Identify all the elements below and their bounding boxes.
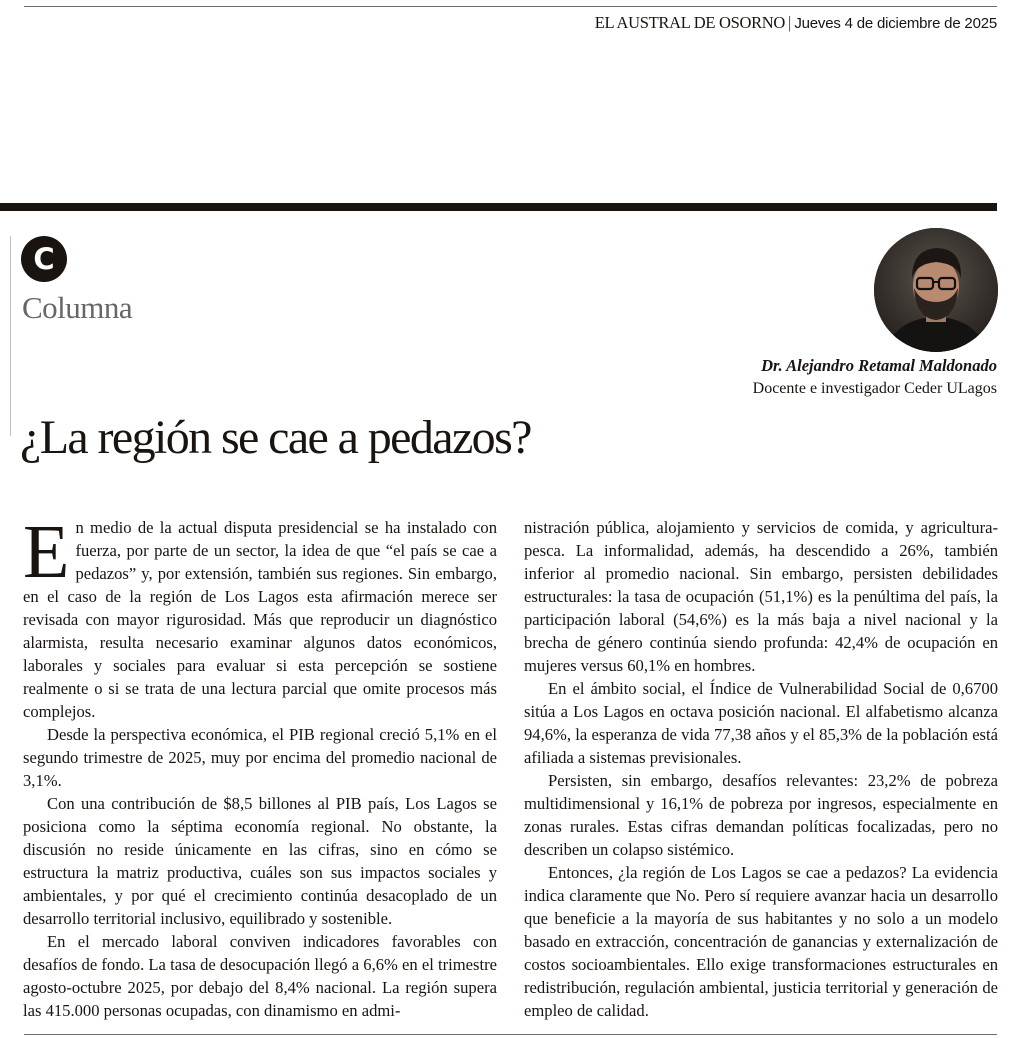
author-name: Dr. Alejandro Retamal Maldonado xyxy=(761,356,997,375)
author-photo xyxy=(874,228,998,352)
author-portrait-icon xyxy=(874,228,998,352)
paragraph-7: Entonces, ¿la región de Los Lagos se cae a pedazos? La evidencia indica claramente que No. Pero sí requiere avanzar hacia un desarrollo que beneficie a la mayoría de sus habitantes y no solo a un modelo basado en extracción, concentración de ganancias y externalización de costos socioambientales. Ello exige transformaciones estructurales en redistribución, regulación ambiental, justicia territorial y generación de empleo de calidad. xyxy=(524,863,998,1020)
drop-cap: E xyxy=(23,510,70,594)
article-body xyxy=(23,510,998,1022)
newspaper-name: EL AUSTRAL DE OSORNO xyxy=(594,13,786,32)
paragraph-2: Desde la perspectiva económica, el PIB regional creció 5,1% en el segundo trimestre de 2025, muy por encima del promedio nacional de 3,1%. xyxy=(23,725,497,790)
section-divider xyxy=(0,203,997,211)
paragraph-4: En el mercado laboral conviven indicadores favorables con desafíos de fondo. La tasa de desocupación llegó a 6,6% en el trimestre agosto-octubre 2025, por debajo del 8,4% nacional. La región supera las 415.000 personas ocupadas, con dinamismo en admi- xyxy=(23,932,497,1020)
right-column xyxy=(524,516,998,1022)
masthead-separator: | xyxy=(788,13,792,32)
column-section-icon: C xyxy=(21,236,67,282)
paragraph-3: Con una contribución de $8,5 billones al PIB país, Los Lagos se posiciona como la séptima economía regional. No obstante, la discusión no reside únicamente en las cifras, sino en cómo se estructura la matriz productiva, cuáles son sus impactos sociales y ambientales, y por qué el crecimiento continúa desacoplado de un desarrollo territorial inclusivo, equilibrado y sostenible. xyxy=(23,794,497,928)
publication-date: Jueves 4 de diciembre de 2025 xyxy=(794,15,997,32)
left-vertical-rule xyxy=(10,236,11,436)
article-headline: ¿La región se cae a pedazos? xyxy=(20,411,531,464)
paragraph-1-text: n medio de la actual disputa presidencial se ha instalado con fuerza, por parte de un sector, la idea de que “el país se cae a pedazos” y, por extensión, también sus regiones. Sin embargo, en el caso de la región de Los Lagos esta afirmación merece ser revisada con mayor rigurosidad. Más que reproducir un diagnóstico alarmista, resulta necesario examinar algunos datos económicos, laborales y sociales para evaluar si esta percepción se sostiene realmente o si se trata de una lectura parcial que omite procesos más complejos. xyxy=(23,518,497,721)
bottom-rule xyxy=(24,1034,997,1035)
paragraph-5: En el ámbito social, el Índice de Vulnerabilidad Social de 0,6700 sitúa a Los Lagos en octava posición nacional. El alfabetismo alcanza 94,6%, la esperanza de vida 77,38 años y el 85,3% de la población está afiliada a sistemas previsionales. xyxy=(524,679,998,767)
top-rule xyxy=(24,6,997,7)
author-role: Docente e investigador Ceder ULagos xyxy=(752,380,997,397)
paragraph-4-continued: nistración pública, alojamiento y servicios de comida, y agricultura-pesca. La informalidad, además, ha descendido a 26%, también inferior al promedio nacional. Sin embargo, persisten debilidades estructurales: la tasa de ocupación (51,1%) es la penúltima del país, la participación laboral (54,6%) es la más baja a nivel nacional y la brecha de género continúa siendo profunda: 42,4% de ocupación en mujeres versus 60,1% en hombres. xyxy=(524,518,998,675)
paragraph-1 xyxy=(23,510,497,723)
left-column xyxy=(23,510,497,1022)
masthead xyxy=(595,13,997,33)
section-label: Columna xyxy=(22,290,133,325)
paragraph-6: Persisten, sin embargo, desafíos relevantes: 23,2% de pobreza multidimensional y 16,1% de pobreza por ingresos, especialmente en zonas rurales. Estas cifras demandan políticas focalizadas, pero no describen un colapso sistémico. xyxy=(524,771,998,859)
